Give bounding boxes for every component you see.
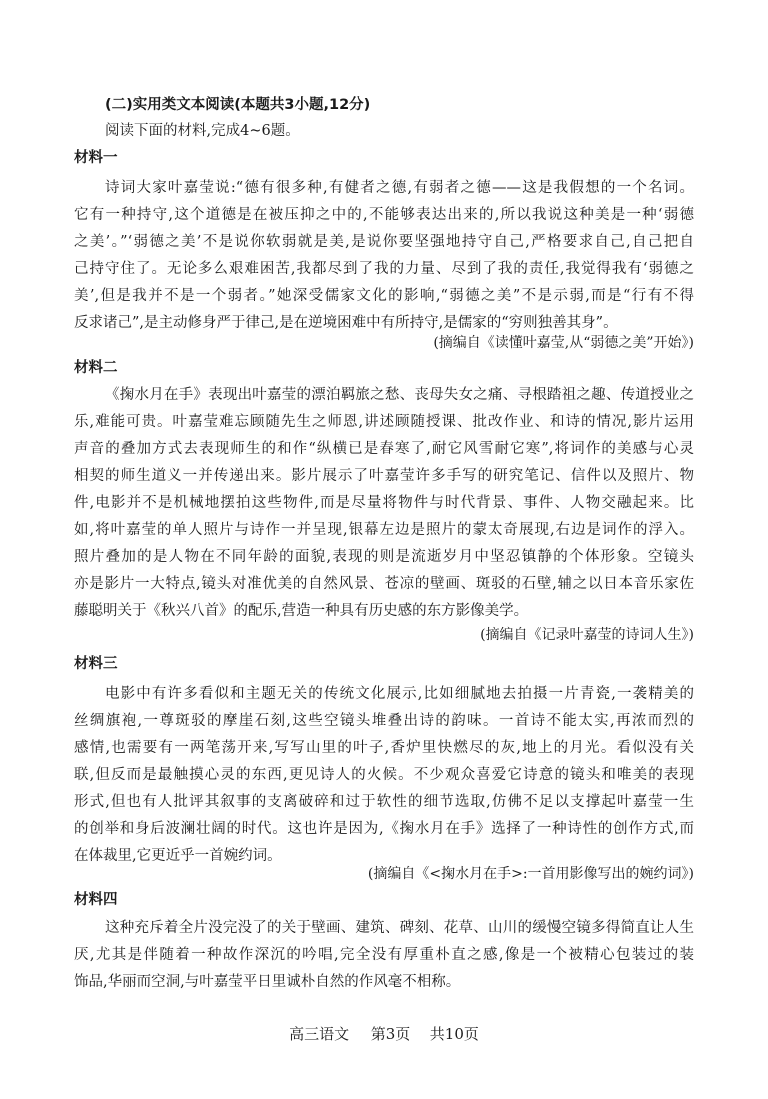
material-1-line: 诗词大家叶嘉莹说:“德有很多种,有健者之德,有弱者之德——这是我假想的一个名词。 [105,180,694,196]
material-3-line: 联,但反而是最触摸心灵的东西,更见诗人的火候。不少观众喜爱它诗意的镜头和唯美的表现 [74,767,694,783]
material-2-line: 《掬水月在手》表现出叶嘉莹的漂泊羁旅之愁、丧母失女之痛、寻根踏祖之趣、传道授业之 [105,387,694,403]
material-2-line: 亦是影片一大特点,镜头对准优美的自然风景、苍凉的壁画、斑驳的石壁,辅之以日本音乐家佐 [74,576,694,592]
material-2-line: 藤聪明关于《秋兴八首》的配乐,营造一种具有历史感的东方影像美学。 [74,603,529,619]
material-3-line: 电影中有许多看似和主题无关的传统文化展示,比如细腻地去拍摄一片青瓷,一袭精美的 [105,686,694,702]
material-1-line: 反求诸己”,是主动修身严于律己,是在逆境困难中有所持守,是儒家的“穷则独善其身”。 [74,315,618,331]
material-1-line: 之美’。”‘弱德之美’不是说你软弱就是美,是说你要坚强地持守自己,严格要求自己,自己把自 [74,234,694,250]
instruction-text: 阅读下面的材料,完成4~6题。 [105,123,300,139]
material-3-source: (摘编自《<掬水月在手>:一首用影像写出的婉约词》) [367,866,694,882]
material-1-source: (摘编自《读懂叶嘉莹,从“弱德之美”开始》) [433,335,694,351]
material-2-line: 照片叠加的是人物在不同年龄的面貌,表现的则是流逝岁月中坚忍镇静的个体形象。空镜头 [74,549,694,565]
material-1-line: 美’,但是我并不是一个弱者。”她深受儒家文化的影响,“弱德之美”不是示弱,而是“行有不得 [74,288,694,304]
material-3-line: 在体裁里,它更近乎一首婉约词。 [74,848,282,864]
page-footer [0,1024,768,1044]
footer-total-pages: 共10页 [429,1025,479,1043]
footer-page-number: 第3页 [370,1025,411,1043]
material-2-heading: 材料二 [74,360,118,376]
material-3-line: 丝绸旗袍,一尊斑驳的摩崖石刻,这些空镜头堆叠出诗的韵味。一首诗不能太实,再浓而烈的 [74,713,694,729]
material-2-line: 乐,难能可贵。叶嘉莹难忘顾随先生之师恩,讲述顾随授课、批改作业、和诗的情况,影片运用 [74,414,694,430]
material-1-line: 己持守住了。无论多么艰难困苦,我都尽到了我的力量、尽到了我的责任,我觉得我有‘弱德之 [74,261,694,277]
material-2-line: 相契的师生道义一并传递出来。影片展示了叶嘉莹许多手写的研究笔记、信件以及照片、物 [74,468,694,484]
material-3-heading: 材料三 [74,656,118,672]
material-2-source: (摘编自《记录叶嘉莹的诗词人生》) [480,627,694,643]
material-1-line: 它有一种持守,这个道德是在被压抑之中的,不能够表达出来的,所以我说这种美是一种‘弱德 [74,207,694,223]
material-4-line: 厌,尤其是伴随着一种故作深沉的吟唱,完全没有厚重朴直之感,像是一个被精心包装过的装 [74,947,694,963]
material-3-line: 形式,但也有人批评其叙事的支离破碎和过于软性的细节选取,仿佛不足以支撑起叶嘉莹一生 [74,794,694,810]
material-3-line: 感情,也需要有一两笔荡开来,写写山里的叶子,香炉里快燃尽的灰,地上的月光。看似没有关 [74,740,694,756]
material-2-line: 如,将叶嘉莹的单人照片与诗作一并呈现,银幕左边是照片的蒙太奇展现,右边是词作的浮入。 [74,522,694,538]
section-title: (二)实用类文本阅读(本题共3小题,12分) [105,97,371,113]
material-4-heading: 材料四 [74,892,118,908]
material-4-line: 饰品,华丽而空洞,与叶嘉莹平日里诚朴自然的作风毫不相称。 [74,974,461,990]
material-2-line: 声音的叠加方式去表现师生的和作“纵横已是春寒了,耐它风雪耐它寒”,将词作的美感与心灵 [74,441,694,457]
material-1-heading: 材料一 [74,150,118,166]
material-2-line: 件,电影并不是机械地摆拍这些物件,而是尽量将物件与时代背景、事件、人物交融起来。比 [74,495,694,511]
footer-subject: 高三语文 [289,1025,350,1043]
material-4-line: 这种充斥着全片没完没了的关于壁画、建筑、碑刻、花草、山川的缓慢空镜多得简直让人生 [105,920,694,936]
material-3-line: 的创举和身后波澜壮阔的时代。这也许是因为,《掬水月在手》选择了一种诗性的创作方式,而 [74,821,694,837]
